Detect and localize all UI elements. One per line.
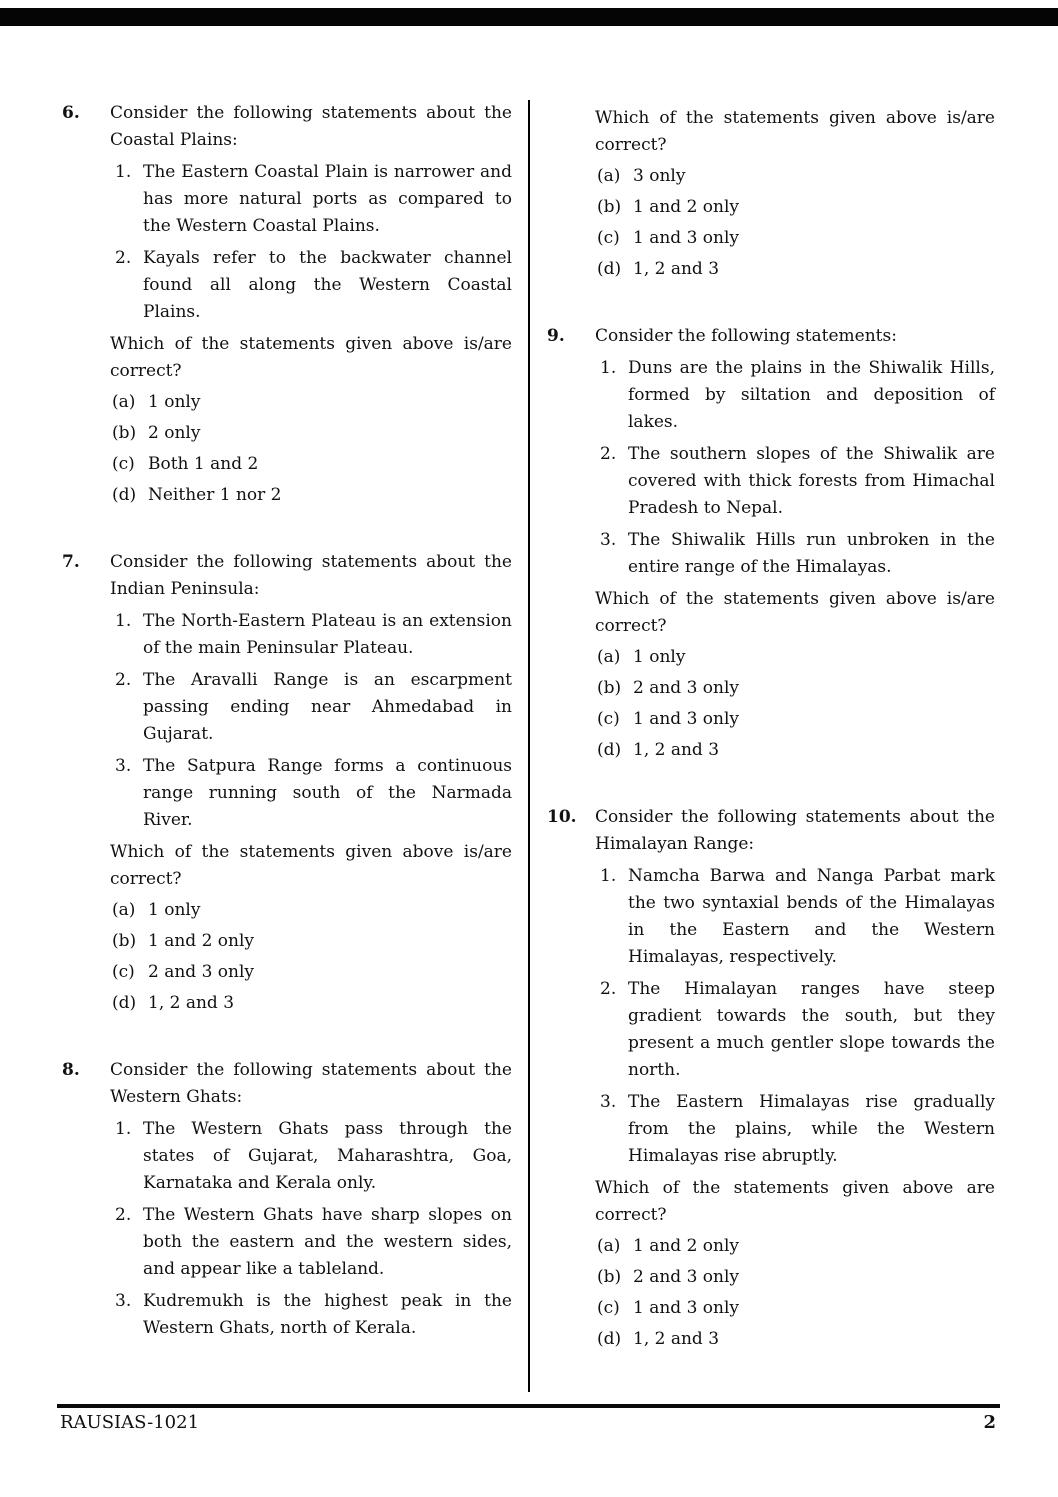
question-number: 9.	[547, 326, 565, 346]
option-text: 1 and 3 only	[633, 1298, 740, 1318]
footer-booklet-code: RAUSIAS-1021	[60, 1412, 200, 1433]
statement-number: 1.	[115, 1119, 132, 1139]
option	[112, 482, 512, 509]
question-intro: Consider the following statements about the Western Ghats:	[110, 1060, 512, 1107]
statement-number: 2.	[115, 670, 132, 690]
question-body	[110, 100, 512, 513]
options-list	[595, 1233, 995, 1353]
question-prompt: Which of the statements given above is/are correct?	[595, 589, 995, 636]
statement-text: Namcha Barwa and Nanga Parbat mark the two syntaxial bends of the Himalayas in the Eastern and the Western Himalayas, respectively.	[628, 866, 995, 967]
question-body	[595, 804, 995, 1357]
statement-text: Kudremukh is the highest peak in the Western Ghats, north of Kerala.	[143, 1291, 512, 1338]
question-prompt: Which of the statements given above are correct?	[595, 1178, 995, 1225]
statement-number: 3.	[115, 756, 132, 776]
option-text: 1 and 2 only	[633, 1236, 740, 1256]
statement-text: The Aravalli Range is an escarpment passing ending near Ahmedabad in Gujarat.	[143, 670, 512, 744]
statement-text: The Western Ghats have sharp slopes on both the eastern and the western sides, and appear like a tableland.	[143, 1205, 512, 1279]
statement-number: 2.	[600, 444, 617, 464]
option-label: (d)	[112, 485, 137, 505]
question	[62, 549, 512, 1021]
question-intro: Consider the following statements about the Indian Peninsula:	[110, 552, 512, 599]
statement	[600, 527, 995, 581]
question-prompt: Which of the statements given above is/are correct?	[110, 842, 512, 889]
question	[547, 804, 995, 1357]
statement-text: The Shiwalik Hills run unbroken in the entire range of the Himalayas.	[628, 530, 995, 577]
options-list	[595, 163, 995, 283]
option-text: 1, 2 and 3	[633, 259, 720, 279]
statement-text: The Himalayan ranges have steep gradient towards the south, but they present a much gentler slope towards the north.	[628, 979, 995, 1080]
statement-text: Kayals refer to the backwater channel found all along the Western Coastal Plains.	[143, 248, 512, 322]
question-prompt: Which of the statements given above is/are correct?	[595, 108, 995, 155]
statement-number: 1.	[600, 358, 617, 378]
statement-number: 3.	[600, 1092, 617, 1112]
statement-text: The Eastern Coastal Plain is narrower and has more natural ports as compared to the Western Coastal Plains.	[143, 162, 512, 236]
question-body	[595, 100, 995, 287]
option	[112, 389, 512, 416]
question	[547, 323, 995, 768]
option-text: 1, 2 and 3	[148, 993, 235, 1013]
option-text: 1 and 2 only	[148, 931, 255, 951]
option-label: (b)	[112, 423, 137, 443]
option-text: Both 1 and 2	[148, 454, 259, 474]
statement	[600, 863, 995, 971]
statement-text: The North-Eastern Plateau is an extension of the main Peninsular Plateau.	[143, 611, 512, 658]
statement	[115, 753, 512, 834]
statement-number: 1.	[115, 611, 132, 631]
option-label: (a)	[112, 392, 136, 412]
statement-number: 3.	[600, 530, 617, 550]
option	[597, 1295, 995, 1322]
option-text: 3 only	[633, 166, 686, 186]
column-divider-rule	[528, 100, 530, 1392]
option-label: (c)	[597, 709, 620, 729]
option-label: (a)	[597, 647, 621, 667]
statement-number: 2.	[600, 979, 617, 999]
option	[112, 451, 512, 478]
footer-page-number: 2	[983, 1412, 996, 1433]
statement	[115, 1288, 512, 1342]
option-label: (d)	[112, 993, 137, 1013]
option-label: (a)	[112, 900, 136, 920]
option	[597, 675, 995, 702]
option-text: 1 only	[148, 392, 201, 412]
option-text: 2 and 3 only	[633, 678, 740, 698]
question-prompt: Which of the statements given above is/are correct?	[110, 334, 512, 381]
question-number: 7.	[62, 552, 80, 572]
footer-rule	[57, 1404, 1000, 1408]
question-continuation	[547, 100, 995, 287]
statement-number: 2.	[115, 248, 132, 268]
option-text: 1 and 3 only	[633, 709, 740, 729]
option-label: (d)	[597, 259, 622, 279]
option-text: 1, 2 and 3	[633, 740, 720, 760]
option	[597, 163, 995, 190]
question	[62, 100, 512, 513]
option-text: Neither 1 nor 2	[148, 485, 282, 505]
option-text: 2 and 3 only	[633, 1267, 740, 1287]
option-label: (b)	[597, 1267, 622, 1287]
option-text: 1, 2 and 3	[633, 1329, 720, 1349]
option-label: (c)	[112, 962, 135, 982]
option	[597, 256, 995, 283]
option-label: (d)	[597, 740, 622, 760]
option-label: (c)	[597, 228, 620, 248]
option	[597, 1326, 995, 1353]
option	[112, 959, 512, 986]
statement	[115, 667, 512, 748]
question-body	[595, 323, 995, 768]
options-list	[595, 644, 995, 764]
option-label: (a)	[597, 166, 621, 186]
option-label: (d)	[597, 1329, 622, 1349]
option	[597, 737, 995, 764]
question	[62, 1057, 512, 1347]
option-label: (a)	[597, 1236, 621, 1256]
options-list	[110, 389, 512, 509]
option	[112, 990, 512, 1017]
option	[597, 194, 995, 221]
statement	[115, 245, 512, 326]
statement	[600, 441, 995, 522]
option-text: 2 and 3 only	[148, 962, 255, 982]
statement-text: The southern slopes of the Shiwalik are covered with thick forests from Himachal Pradesh to Nepal.	[628, 444, 995, 518]
question-intro: Consider the following statements:	[595, 326, 897, 346]
option-text: 1 only	[148, 900, 201, 920]
question-intro: Consider the following statements about the Himalayan Range:	[595, 807, 995, 854]
question-intro: Consider the following statements about the Coastal Plains:	[110, 103, 512, 150]
option-text: 2 only	[148, 423, 201, 443]
statement-text: The Eastern Himalayas rise gradually from the plains, while the Western Himalayas rise abruptly.	[628, 1092, 995, 1166]
option-text: 1 and 2 only	[633, 197, 740, 217]
option	[597, 706, 995, 733]
option	[597, 225, 995, 252]
option-label: (c)	[597, 1298, 620, 1318]
statement-number: 1.	[115, 162, 132, 182]
option	[597, 1264, 995, 1291]
option	[112, 420, 512, 447]
statement	[115, 608, 512, 662]
right-column	[547, 100, 995, 1357]
question-body	[110, 549, 512, 1021]
statement	[600, 355, 995, 436]
question-body	[110, 1057, 512, 1347]
option-label: (c)	[112, 454, 135, 474]
question-number: 8.	[62, 1060, 80, 1080]
option	[112, 928, 512, 955]
option-label: (b)	[597, 197, 622, 217]
statement-number: 3.	[115, 1291, 132, 1311]
statement	[115, 1202, 512, 1283]
statement-text: The Western Ghats pass through the states of Gujarat, Maharashtra, Goa, Karnataka and Kerala only.	[143, 1119, 512, 1193]
statement	[115, 1116, 512, 1197]
statement	[600, 976, 995, 1084]
statement-number: 2.	[115, 1205, 132, 1225]
option	[597, 644, 995, 671]
statement-number: 1.	[600, 866, 617, 886]
statement-text: The Satpura Range forms a continuous range running south of the Narmada River.	[143, 756, 512, 830]
option-label: (b)	[112, 931, 137, 951]
page-top-scan-bar	[0, 8, 1058, 26]
left-column	[62, 100, 512, 1347]
question-number: 10.	[547, 807, 577, 827]
statement	[600, 1089, 995, 1170]
options-list	[110, 897, 512, 1017]
option	[597, 1233, 995, 1260]
option-label: (b)	[597, 678, 622, 698]
option-text: 1 only	[633, 647, 686, 667]
question-number	[547, 100, 595, 287]
statement	[115, 159, 512, 240]
question-number: 6.	[62, 103, 80, 123]
option	[112, 897, 512, 924]
option-text: 1 and 3 only	[633, 228, 740, 248]
statement-text: Duns are the plains in the Shiwalik Hills, formed by siltation and deposition of lakes.	[628, 358, 995, 432]
